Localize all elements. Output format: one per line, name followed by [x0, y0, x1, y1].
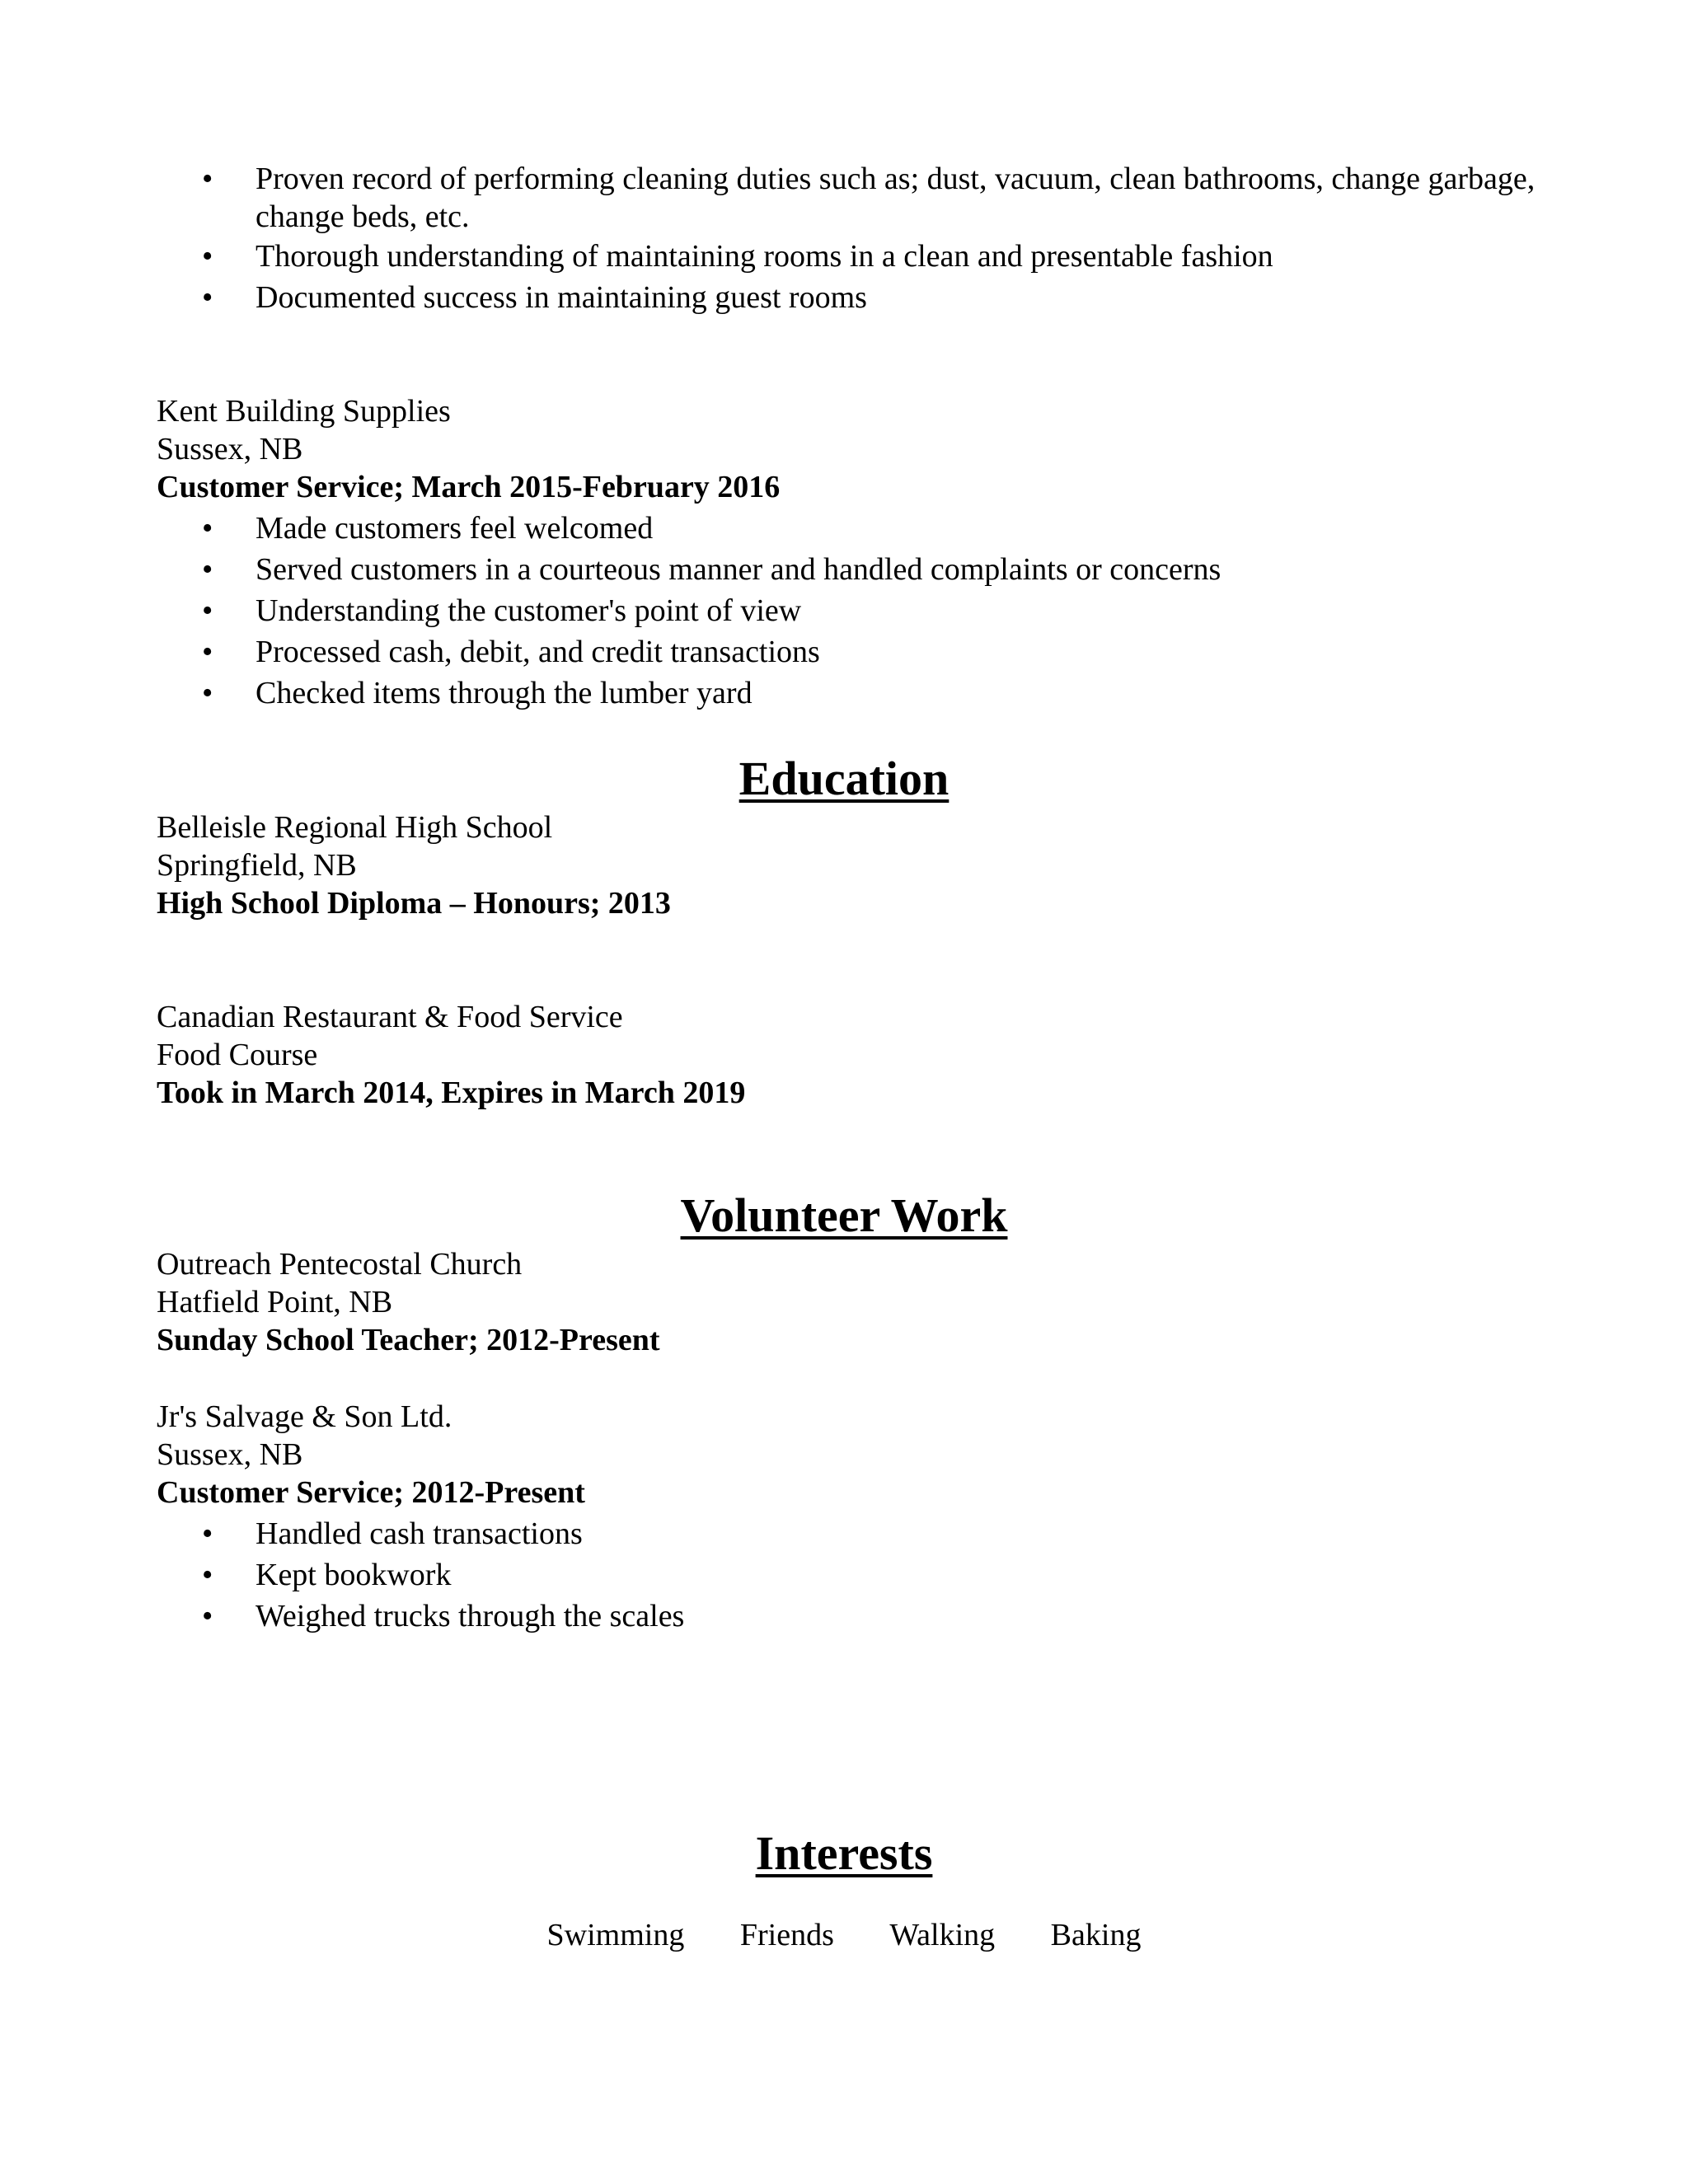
bullet-icon: •	[202, 1558, 213, 1592]
list-item-text: Thorough understanding of maintaining rooms in a clean and presentable fashion	[256, 239, 1273, 274]
bullet-icon: •	[202, 239, 213, 274]
bullet-icon: •	[202, 511, 213, 546]
interest-item: Swimming	[546, 1918, 685, 1952]
course-dates: Took in March 2014, Expires in March 2019	[157, 1076, 746, 1110]
course-name: Food Course	[157, 1038, 318, 1072]
volunteer-org: Jr's Salvage & Son Ltd.	[157, 1399, 452, 1434]
bullet-icon: •	[202, 552, 213, 587]
school-name: Belleisle Regional High School	[157, 810, 553, 845]
interests-list	[0, 1916, 1688, 1954]
section-heading-education: Education	[738, 752, 950, 805]
list-item-text: Kept bookwork	[256, 1558, 452, 1592]
list-item-text: Served customers in a courteous manner and handled complaints or concerns	[256, 552, 1221, 587]
list-item-text: Understanding the customer's point of view	[256, 593, 802, 628]
section-heading-volunteer: Volunteer Work	[680, 1188, 1008, 1242]
interest-item: Walking	[889, 1918, 996, 1952]
diploma: High School Diploma – Honours; 2013	[157, 886, 671, 921]
volunteer-location: Sussex, NB	[157, 1437, 303, 1472]
list-item-text: Processed cash, debit, and credit transactions	[256, 635, 820, 669]
section-heading-interests: Interests	[755, 1826, 933, 1880]
list-item-text: Made customers feel welcomed	[256, 511, 654, 546]
bullet-icon: •	[202, 635, 213, 669]
school-location: Springfield, NB	[157, 848, 357, 883]
bullet-icon: •	[202, 1516, 213, 1551]
list-item-text: Proven record of performing cleaning duties such as; dust, vacuum, clean bathrooms, change garbage, change beds, etc.	[256, 162, 1536, 234]
bullet-icon: •	[202, 280, 213, 315]
interest-item: Friends	[739, 1918, 834, 1952]
volunteer-role: Customer Service; 2012-Present	[157, 1475, 585, 1510]
volunteer-org: Outreach Pentecostal Church	[157, 1247, 523, 1282]
list-item-text: Handled cash transactions	[256, 1516, 583, 1551]
bullet-icon: •	[202, 676, 213, 710]
list-item-text: Documented success in maintaining guest rooms	[256, 280, 867, 315]
employer-name: Kent Building Supplies	[157, 394, 451, 429]
list-item-text: Checked items through the lumber yard	[256, 676, 753, 710]
list-item-text: Weighed trucks through the scales	[256, 1599, 685, 1633]
volunteer-role: Sunday School Teacher; 2012-Present	[157, 1323, 660, 1357]
bullet-icon: •	[202, 162, 213, 196]
bullet-icon: •	[202, 1599, 213, 1633]
bullet-icon: •	[202, 593, 213, 628]
course-provider: Canadian Restaurant & Food Service	[157, 1000, 623, 1034]
volunteer-location: Hatfield Point, NB	[157, 1285, 393, 1319]
interest-item: Baking	[1050, 1918, 1142, 1952]
job-role: Customer Service; March 2015-February 2016	[157, 470, 781, 504]
employer-location: Sussex, NB	[157, 432, 303, 466]
